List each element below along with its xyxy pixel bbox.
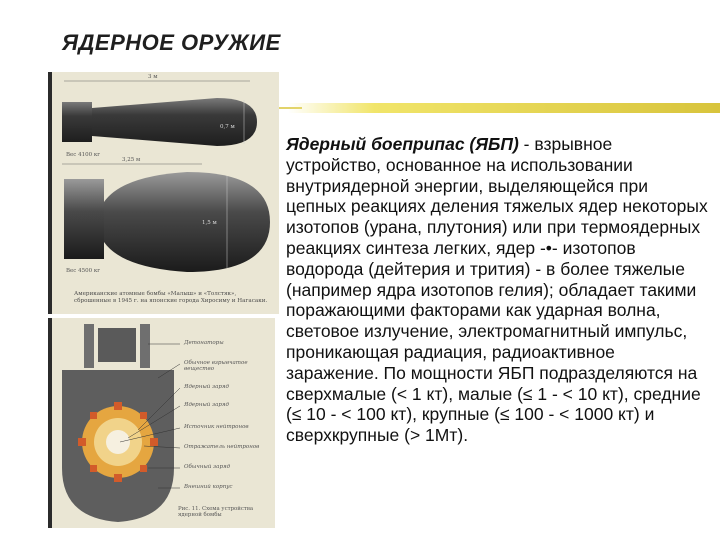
dim-length-1: 3 м	[148, 74, 158, 80]
bomb-schematic-figure	[48, 318, 275, 528]
schematic-label-6: Отражатель нейтронов	[184, 444, 260, 450]
dim-diameter-2: 1,5 м	[202, 220, 217, 226]
schematic-caption: Рис. 11. Схема устройства ядерной бомбы	[178, 506, 254, 518]
schematic-label-7: Обычный заряд	[184, 464, 231, 470]
dim-diameter-1: 0,7 м	[220, 124, 235, 130]
bombs-drawing	[52, 72, 275, 314]
schematic-label-5: Источник нейтронов	[184, 424, 249, 430]
fat-man-tail	[64, 179, 104, 259]
definition-term: Ядерный боеприпас (ЯБП)	[286, 134, 519, 154]
schematic-label-2: Обычное взрывчатое вещество	[184, 360, 248, 372]
definition-paragraph	[286, 134, 710, 446]
schematic-label-3: Ядерный заряд	[184, 384, 230, 390]
bomb-schematic-drawing	[48, 318, 275, 528]
bombs-figure	[48, 72, 279, 314]
weight-2: Вес 4500 кг	[66, 268, 101, 274]
little-boy-tail	[62, 102, 92, 142]
weight-1: Вес 4100 кг	[66, 152, 101, 158]
schematic-label-4: Ядерный заряд	[184, 402, 230, 408]
accent-bar	[288, 103, 720, 113]
slide-title: ЯДЕРНОЕ ОРУЖИЕ	[62, 30, 281, 55]
figure-top-caption: Американские атомные бомбы «Малыш» и «Толстяк», сброшенные в 1945 г. на японские города Хиросиму и Нагасаки.	[74, 291, 268, 305]
fat-man-body	[104, 172, 270, 272]
little-boy-body	[92, 98, 257, 146]
definition-text: - взрывное устройство, основанное на использовании внутриядерной энергии, выделяющейся при цепных реакциях деления тяжелых ядер некоторых изотопов (урана, плутония) или при термоядерных реакциях синтеза легких, ядер -•- изотопов водорода (дейтерия и трития) - в более тяжелые (например ядра изотопов гелия); обладает такими поражающими факторами как ударная волна, световое излучение, электромагнитный импульс, проникающая радиация, радиоактивное заражение. По мощности ЯБП подразделяются на сверхмалые (< 1 кт), малые (≤ 1 - < 10 кт), средние (≤ 10 - < 100 кт), крупные (≤ 100 - < 1000 кт) и сверхкрупные (> 1Мт).	[286, 134, 708, 446]
schematic-label-8: Внешний корпус	[184, 484, 233, 490]
schematic-label-1: Детонаторы	[184, 340, 224, 346]
dim-length-2: 3,25 м	[122, 157, 141, 163]
